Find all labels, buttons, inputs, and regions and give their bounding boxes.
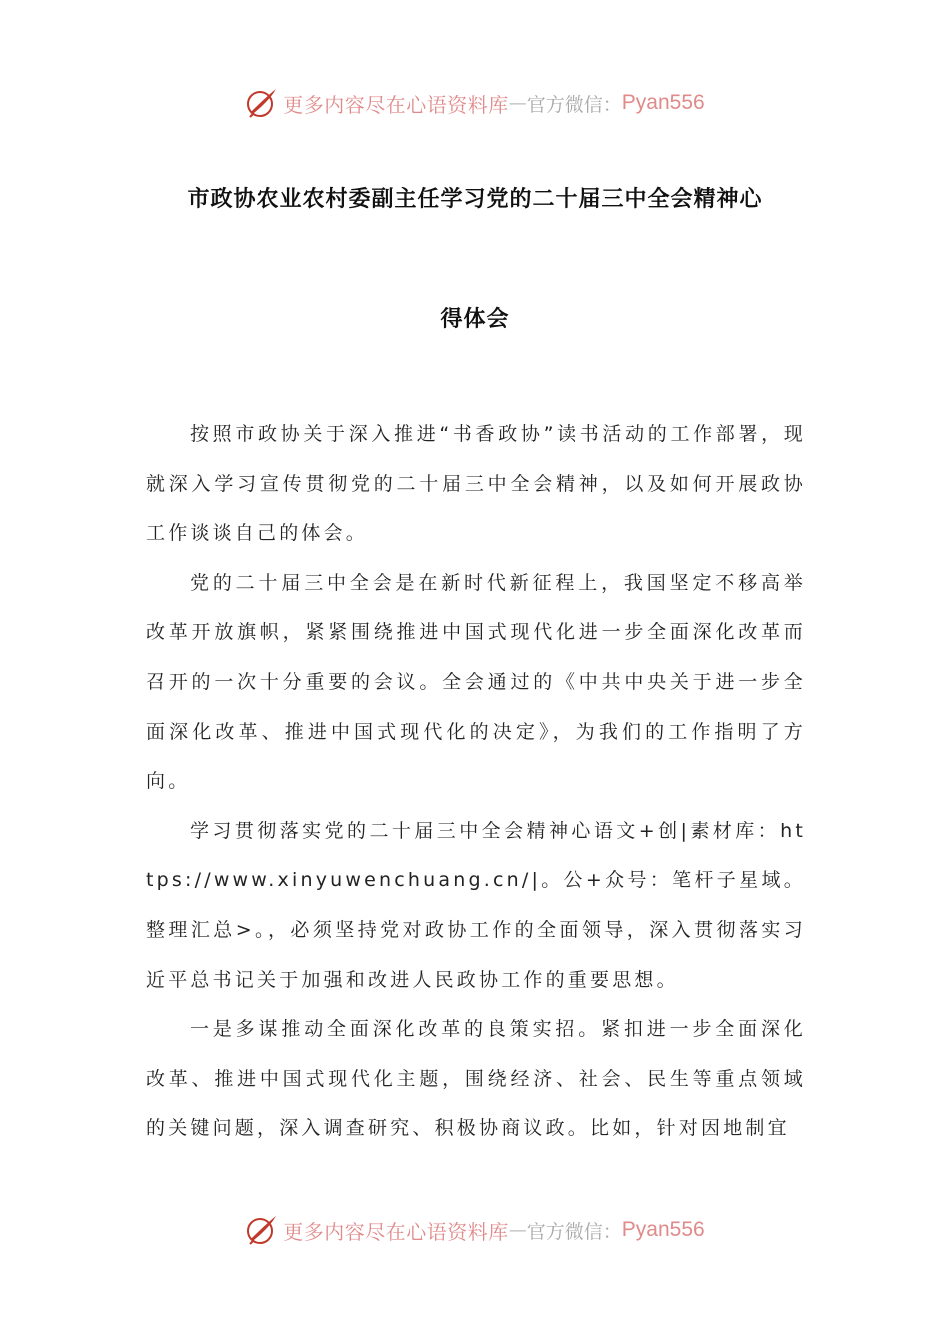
document-title-line-1: 市政协农业农村委副主任学习党的二十届三中全会精神心 — [187, 187, 763, 212]
watermark-wechat-id: Pyan556 — [621, 91, 705, 114]
quill-pen-logo-icon — [245, 1213, 279, 1247]
paragraph-1: 按照市政协关于深入推进“书香政协”读书活动的工作部署，现就深入学习宣传贯彻党的二十届三中全会精神，以及如何开展政协工作谈谈自己的体会。 — [146, 423, 806, 545]
watermark-text: 更多内容尽在心语资料库 — [283, 1219, 509, 1244]
header-watermark — [0, 83, 950, 123]
paragraph-4: 一是多谋推动全面深化改革的良策实招。紧扣进一步全面深化改革、推进中国式现代化主题，围绕经济、社会、民生等重点领域的关键问题，深入调查研究、积极协商议政。比如，针对因地制宜 — [146, 1018, 806, 1140]
watermark-dash: — — [508, 1219, 527, 1241]
watermark-wechat-id: Pyan556 — [621, 1218, 705, 1241]
document-title-line-2: 得体会 — [440, 307, 510, 332]
quill-pen-logo-icon — [245, 86, 279, 120]
document-body — [146, 410, 806, 1154]
footer-watermark — [0, 1210, 950, 1250]
watermark-text: 更多内容尽在心语资料库 — [283, 92, 509, 117]
watermark-wechat-label: 官方微信： — [526, 1220, 622, 1243]
paragraph-3: 学习贯彻落实党的二十届三中全会精神心语文+创|素材库：https://www.xinyuwenchuang.cn/|。公+众号：笔杆子星域。整理汇总>。，必须坚持党对政协工作的全面领导，深入贯彻落实习近平总书记关于加强和改进人民政协工作的重要思想。 — [146, 819, 806, 991]
watermark-wechat-label: 官方微信： — [526, 93, 622, 116]
watermark-dash: — — [508, 92, 527, 114]
paragraph-2: 党的二十届三中全会是在新时代新征程上，我国坚定不移高举改革开放旗帜，紧紧围绕推进中国式现代化进一步全面深化改革而召开的一次十分重要的会议。全会通过的《中共中央关于进一步全面深化改革、推进中国式现代化的决定》，为我们的工作指明了方向。 — [146, 571, 806, 793]
